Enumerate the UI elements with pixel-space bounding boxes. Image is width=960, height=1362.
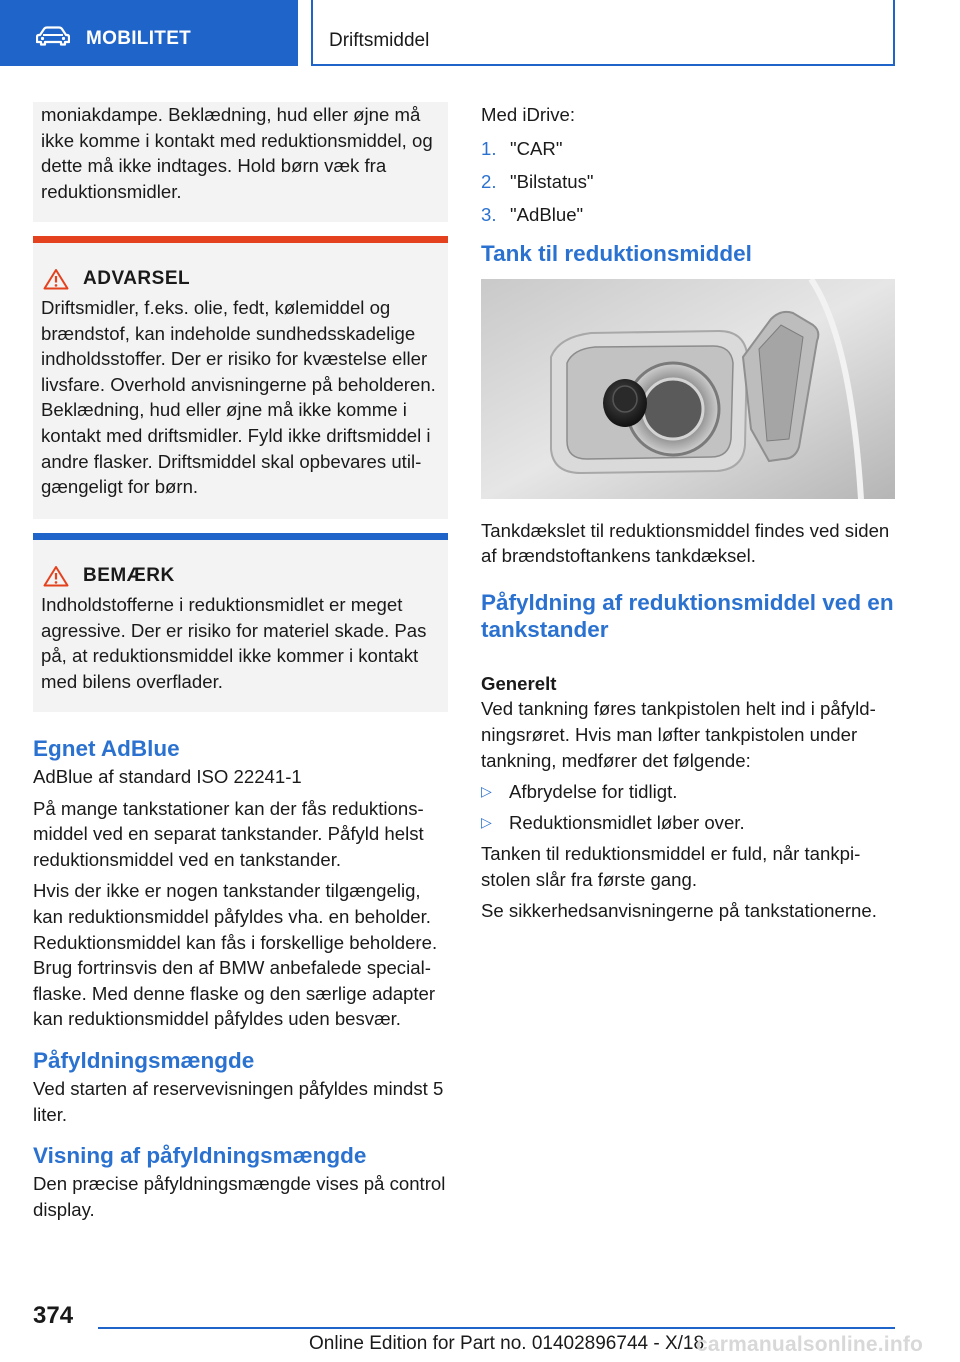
- warning-bar: [33, 236, 448, 243]
- paragraph-refuelling: Ved tankning føres tankpistolen helt ind i påfyldningsrøret. Hvis man løfter tankpistolen under tankning, medfører det følgende:: [481, 698, 876, 771]
- watermark: carmanualsonline.info: [696, 1333, 924, 1356]
- section-tab: [0, 0, 298, 66]
- paragraph-iso-standard: AdBlue af standard ISO 22241-1: [33, 766, 302, 787]
- idrive-intro: Med iDrive:: [481, 104, 576, 125]
- note-text: Indholdstofferne i reduktionsmidlet er meget agressive. Der er risiko for materiel skade. Pas på, at reduktionsmiddel ikke kommer i kontakt med bilens overflader.: [41, 594, 427, 692]
- car-icon: [36, 26, 70, 46]
- subheading-general: Generelt: [481, 672, 557, 694]
- paragraph-safety: Se sikkerhedsanvisningerne på tankstationerne.: [481, 900, 877, 922]
- chapter-label: Driftsmiddel: [329, 30, 430, 51]
- footer-divider: [98, 1327, 895, 1329]
- warning-box: [33, 243, 448, 519]
- paragraph-fill-quantity: Ved starten af reservevisningen påfyldes mindst 5 liter.: [33, 1077, 444, 1125]
- tank-caption: Tankdækslet til reduktionsmiddel findes ved siden af brændstoftankens tankdæksel.: [481, 519, 890, 567]
- consequence-list: [481, 779, 897, 841]
- warning-header: [41, 265, 440, 293]
- bullet-triangle-icon: ▷: [481, 783, 492, 800]
- right-column: [481, 102, 897, 924]
- warning-triangle-icon: [43, 268, 69, 290]
- list-item: 3. "AdBlue": [481, 203, 584, 225]
- paragraph-tankstations: På mange tankstationer kan der fås reduktionsmiddel ved en separat tankstander. Påfyld helst reduktionsmiddel ved en tankstander.: [33, 797, 424, 870]
- paragraph-container: Hvis der ikke er nogen tankstander tilgængelig, kan reduktionsmiddel påfyldes vha. en beholder. Reduktionsmiddel kan fås i forskellige beholdere. Brug fortrinsvis den af BMW anbefalede specialflaske. Med denne flaske og den særlige adapter kan reduktionsmiddel påfyldes uden besvær.: [33, 880, 438, 1030]
- list-item: 1. "CAR": [481, 137, 563, 159]
- continued-warning-text: moniakdampe. Beklædning, hud eller øjne må ikke komme i kontakt med reduktionsmiddel, og dette må ikke indtages. Hold børn væk fra reduktionsmidler.: [41, 104, 433, 202]
- heading-fill-quantity: Påfyldningsmængde: [33, 1047, 255, 1073]
- heading-tank: Tank til reduktionsmiddel: [481, 240, 752, 266]
- note-bar: [33, 533, 448, 540]
- notice-triangle-icon: [43, 565, 69, 587]
- paragraph-tank-full: Tanken til reduktionsmiddel er fuld, når tankpistolen slår fra første gang.: [481, 843, 861, 890]
- list-item: ▷ Afbrydelse for tidligt.: [481, 779, 897, 810]
- chapter-header: [311, 0, 895, 66]
- warning-text: Driftsmidler, f.eks. olie, fedt, kølemiddel og brændstof, kan indeholde sundhedsskadelige indholdsstoffer. Der er risiko for kvæstelse eller livsfare. Overhold anvisningerne på beholderen. Beklædning, hud eller øjne må ikke komme i kontakt med driftsmidler. Fyld ikke driftsmiddel i andre flasker. Driftsmiddel skal opbevares utilgængeligt for børn.: [41, 297, 436, 498]
- list-item: ▷ Reduktionsmidlet løber over.: [481, 810, 897, 841]
- heading-suitable-adblue: Egnet AdBlue: [33, 736, 180, 761]
- heading-filling-station: Påfyldning af reduktionsmiddel ved en tankstander: [481, 589, 894, 642]
- note-header: [41, 562, 440, 590]
- note-box: [33, 540, 448, 712]
- paragraph-quantity-display: Den præcise påfyldningsmængde vises på control display.: [33, 1173, 446, 1220]
- heading-quantity-display: Visning af påfyldningsmængde: [33, 1143, 367, 1169]
- note-title: BEMÆRK: [83, 565, 175, 586]
- bullet-triangle-icon: ▷: [481, 814, 492, 831]
- left-column: [33, 102, 448, 1222]
- idrive-steps: [481, 136, 897, 235]
- edition-text: Online Edition for Part no. 01402896744 - X/18: [309, 1333, 705, 1354]
- page-number: 374: [33, 1302, 74, 1329]
- warning-title: ADVARSEL: [83, 268, 191, 289]
- tank-cap-photo: [481, 279, 895, 499]
- continued-warning-box: [33, 102, 448, 222]
- list-item: 2. "Bilstatus": [481, 170, 594, 192]
- section-label: MOBILITET: [86, 28, 192, 49]
